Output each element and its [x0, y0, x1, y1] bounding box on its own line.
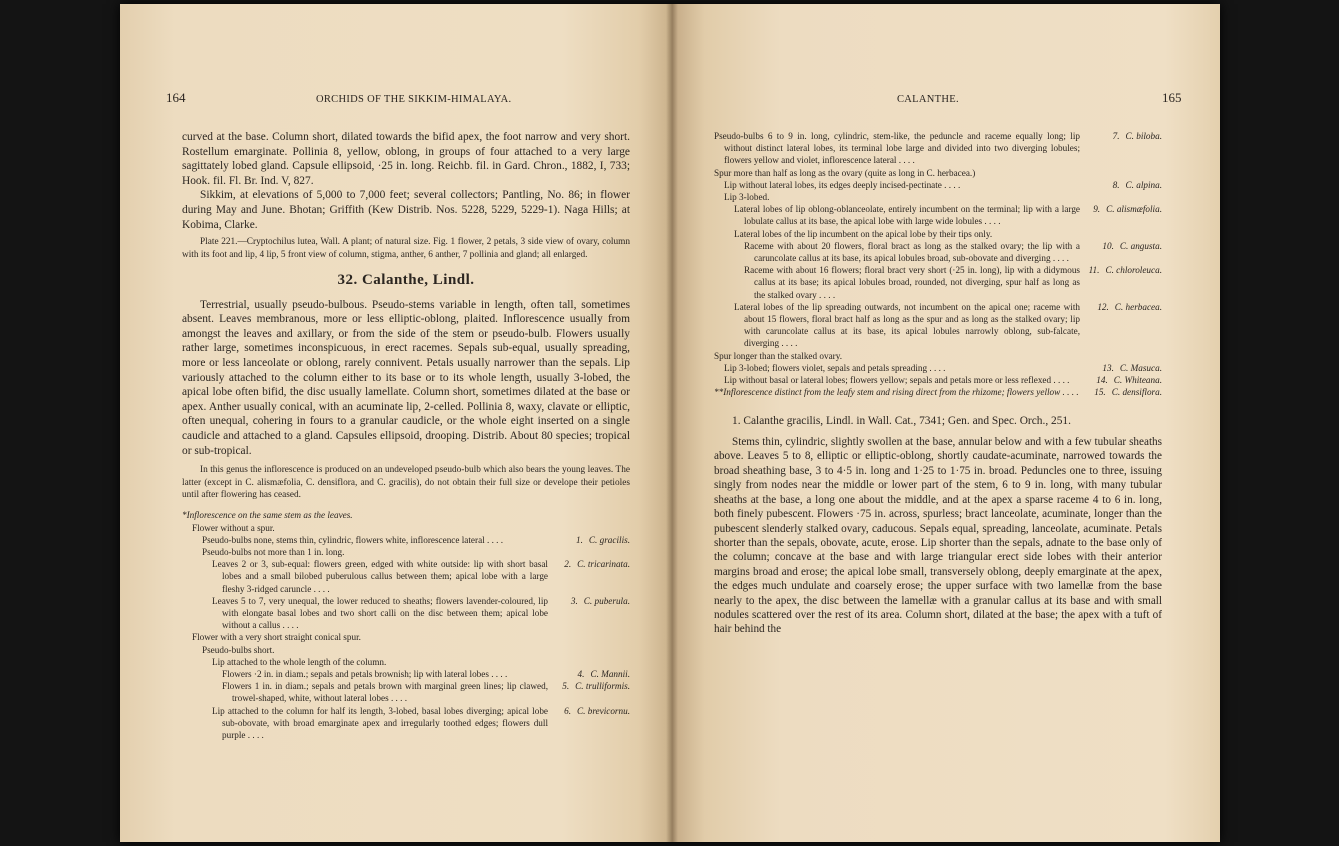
key-text: Leaves 5 to 7, very unequal, the lower reduced to sheaths; flowers lavender-coloured, lip with elongate basal lobes and two short calli on the disc between them; apical lobe without a callus . . . .	[212, 595, 548, 631]
key-number: 8.	[1112, 179, 1120, 190]
key-text: Lip without lateral lobes, its edges deeply incised-pectinate . . . .	[724, 179, 961, 190]
key-text: Flowers ·2 in. in diam.; sepals and petals brownish; lip with lateral lobes . . . .	[222, 668, 508, 679]
key-text: Lateral lobes of the lip spreading outwards, not incumbent on the apical one; raceme with about 15 flowers, floral bract half as long as the spur and as long as the stalked ovary; lip with caruncolate callus at its base, its apical lobules narrowly oblong, sub-falcate, diverging . . . .	[734, 301, 1080, 349]
key-species	[1112, 130, 1162, 142]
key-text: Pseudo-bulbs short.	[202, 644, 275, 655]
key-line	[182, 522, 630, 534]
key-number: 13.	[1102, 362, 1114, 373]
genus-description: Terrestrial, usually pseudo-bulbous. Pseudo-stems variable in length, often tall, sometimes absent. Leaves membranous, more or less elliptic-oblong, plaited. Inflorescence usually from amongst the leaves and axillary, or from the side of the stem or pseudo-bulb. Flowers usually rather large, sometimes inconspicuous, in erect racemes. Sepals sub-equal, usually spreading, more or less lanceolate or oblong, rarely connivent. Petals usually narrower than the sepals. Lip variously attached to the column either to its base or to its whole length, usually 3-lobed, the apical lobe often bifid, the disc usually lamellate. Column short, sometimes dilated at the base or apex. Anther usually conical, with an acuminate lip, 2-celled. Pollinia 8, waxy, clavate or elliptic, often unequal, cohering in fours to a granular caudicle, or the whole eight inserted on a single caudicle and attached to a gland. Capsules ellipsoid, drooping. Distrib. About 80 species; tropical or sub-tropical.	[182, 298, 630, 457]
paragraph: curved at the base. Column short, dilated towards the bifid apex, the foot narrow and very short. Rostellum emarginate. Pollinia 8, yellow, oblong, in groups of four attached to a very large sagittately lobed gland. Capsule ellipsoid, ·25 in. long. Reichb. fil. in Gard. Chron., 1882, I, 733; Hook. fil. Fl. Br. Ind. V, 827.	[182, 131, 630, 187]
key-species-name: C. trulliformis.	[575, 681, 630, 692]
species-key	[182, 509, 630, 741]
key-line	[714, 240, 1162, 264]
page-number: 165	[1162, 90, 1182, 105]
key-text: Raceme with about 20 flowers, floral bract as long as the stalked ovary; the lip with a caruncolate callus at its base, its apical lobules broad, sub-obovate and diverging . . . .	[744, 240, 1080, 264]
key-line	[182, 668, 630, 680]
key-text: Raceme with about 16 flowers; floral bract very short (·25 in. long), lip with a didymous callus at its base; its apical lobules broad, rounded, not diverging, spur half as long as the stalked ovary . . . .	[744, 265, 1080, 300]
genus-heading: 32. Calanthe, Lindl.	[337, 271, 475, 288]
key-text: Flowers 1 in. in diam.; sepals and petals brown with marginal green lines; lip clawed, trowel-shaped, white, without lateral lobes . . . .	[222, 681, 548, 704]
key-text: Flower without a spur.	[192, 522, 275, 533]
key-species-name: C. puberula.	[583, 595, 630, 606]
key-number: 10.	[1102, 240, 1114, 251]
key-species	[564, 558, 630, 570]
key-species-name: C. alismæfolia.	[1106, 204, 1162, 215]
key-number: 5.	[562, 681, 570, 692]
key-species	[1093, 203, 1162, 215]
key-number: 6.	[564, 705, 571, 716]
key-species-name: C. brevicornu.	[577, 705, 630, 716]
key-text: *Inflorescence on the same stem as the leaves.	[182, 510, 353, 521]
key-species-name: C. tricarinata.	[577, 559, 630, 570]
key-line	[714, 362, 1162, 374]
genus-note: In this genus the inflorescence is produced on an undeveloped pseudo-bulb which also bears the young leaves. The latter (except in C. alismæfolia, C. densiflora, and C. gracilis), do not obtain their full size or develope their petioles until after flowering has ceased.	[182, 465, 630, 500]
key-line	[714, 301, 1162, 350]
key-text: Lateral lobes of lip oblong-oblanceolate, entirely incumbent on the terminal; lip with a large lobulate callus at its base, the apical lobe with large wide lobules . . . .	[734, 204, 1080, 227]
key-number: 11.	[1088, 265, 1100, 276]
key-line	[182, 509, 630, 521]
key-line	[714, 167, 1162, 179]
key-species-name: C. Whiteana.	[1113, 375, 1162, 386]
key-species	[1096, 374, 1162, 386]
key-text: Lip 3-lobed; flowers violet, sepals and petals spreading . . . .	[724, 362, 946, 373]
key-species	[1088, 264, 1162, 276]
key-line	[714, 228, 1162, 240]
key-species	[564, 705, 630, 717]
key-text: Lip 3-lobed.	[724, 192, 770, 203]
key-text: Pseudo-bulbs none, stems thin, cylindric, flowers white, inflorescence lateral . . . .	[202, 534, 504, 545]
key-text: Lip without basal or lateral lobes; flowers yellow; sepals and petals more or less reflexed . . . .	[724, 375, 1070, 386]
key-species	[576, 534, 630, 546]
page-number: 164	[166, 90, 186, 105]
key-species	[1097, 301, 1162, 313]
right-page	[672, 4, 1220, 842]
plate-caption: Plate 221.—Cryptochilus lutea, Wall. A plant; of natural size. Fig. 1 flower, 2 petals, 3 side view of ovary, column with its foot and lip, 4 lip, 5 front view of column, stigma, anther, 6 anther, 7 pollinia and gland; all enlarged.	[182, 237, 630, 260]
key-text: Leaves 2 or 3, sub-equal: flowers green, edged with white outside: lip with short basal lobes and a small bilobed puberulous callus between them; apical lobe with a large fleshy 3-ridged caruncle . . . .	[212, 559, 548, 594]
key-line	[714, 179, 1162, 191]
key-line	[182, 631, 630, 643]
key-species	[577, 668, 630, 680]
paragraph: Sikkim, at elevations of 5,000 to 7,000 feet; several collectors; Pantling, No. 86; in flower during May and June. Bhotan; Griffith (Kew Distrib. Nos. 5228, 5229, 5229-1). Naga Hills; at Kobima, Clarke.	[182, 189, 630, 231]
key-line	[714, 386, 1162, 398]
key-text: Lip attached to the column for half its length, 3-lobed, basal lobes diverging; apical lobe sub-obovate, with broad emarginate apex and irregularly toothed edges; flowers dull purple . . . .	[212, 705, 548, 740]
key-species-name: C. herbacea.	[1114, 301, 1162, 312]
right-text-column	[714, 130, 1162, 637]
running-head: CALANTHE.	[897, 94, 959, 105]
key-line	[714, 264, 1162, 301]
key-species-name: C. Mannii.	[590, 668, 630, 679]
key-text: Lateral lobes of the lip incumbent on the apical lobe by their tips only.	[734, 228, 993, 239]
key-number: 15.	[1094, 387, 1106, 398]
key-species-name: C. biloba.	[1125, 131, 1162, 141]
key-line	[182, 680, 630, 704]
species-description: Stems thin, cylindric, slightly swollen at the base, annular below and with a few tubular sheaths above. Leaves 5 to 8, elliptic or elliptic-oblong, shortly caudate-acuminate, narrowed towards the broad sheathing base, 3 to 4·5 in. long and 1·25 to 1·75 in. broad. Peduncles one to three, issuing singly from nodes near the middle or lower part of the stem, 6 to 9 in. long, with many tubular sheaths at the base, a long one about the middle, and at the apex a sparse raceme 4 to 6 in. long, both finely pubescent. Flowers ·75 in. across, spurless; bract lanceolate, acuminate, longer than the pubescent slenderly stalked ovary, caducous. Sepals equal, spreading, lanceolate, acuminate. Petals shorter than the sepals, obovate, acute, erose. Lip shorter than the sepals, adnate to the base only of the column; concave at the base and with large triangular erect side lobes with their anterior margins broad and erose; the apical lobe small, transversely oblong, deeply emarginate at the apex, the edges much undulate and coarsely erose; the upper surface with two lamellæ from the base nearly to the apex, the disc between the lamellæ with a granular callus at its base and with small nodules scattered over the rest of its area. Column short, dilated at the base; the apex with a tuft of hair behind the	[714, 436, 1162, 636]
key-line	[714, 350, 1162, 362]
key-number: 14.	[1096, 375, 1108, 386]
key-species	[570, 595, 630, 607]
key-line	[182, 644, 630, 656]
key-species	[1102, 362, 1162, 374]
book-spread	[120, 4, 1220, 842]
key-text: Pseudo-bulbs 6 to 9 in. long, cylindric, stem-like, the peduncle and raceme equally long; lip without distinct lateral lobes, its terminal lobe large and divided into two diverging lobules; flowers yellow and violet, inflorescence lateral . . . .	[714, 131, 1080, 166]
key-number: 9.	[1093, 204, 1101, 215]
key-species	[1102, 240, 1162, 252]
key-line	[182, 546, 630, 558]
key-species-name: C. gracilis.	[588, 534, 630, 545]
key-line	[714, 374, 1162, 386]
key-species-name: C. chloroleuca.	[1105, 265, 1162, 276]
key-species-name: C. alpina.	[1125, 179, 1162, 190]
key-line	[182, 595, 630, 632]
key-species	[1094, 386, 1162, 398]
gutter	[666, 4, 678, 842]
key-species-name: C. Masuca.	[1119, 362, 1162, 373]
key-number: 3.	[570, 595, 578, 606]
key-text: Flower with a very short straight conical spur.	[192, 632, 361, 643]
key-text: **Inflorescence distinct from the leafy stem and rising direct from the rhizome; flowers yellow . . . .	[714, 387, 1079, 398]
key-species-name: C. angusta.	[1119, 240, 1162, 251]
key-line	[714, 191, 1162, 203]
key-species-name: C. densiflora.	[1111, 387, 1162, 398]
key-text: Spur longer than the stalked ovary.	[714, 350, 842, 361]
key-number: 7.	[1112, 131, 1120, 141]
key-line	[182, 705, 630, 742]
key-species	[562, 680, 630, 692]
key-number: 1.	[576, 534, 583, 545]
key-number: 4.	[577, 668, 585, 679]
key-number: 2.	[564, 559, 572, 570]
key-line	[182, 558, 630, 595]
key-text: Pseudo-bulbs not more than 1 in. long.	[202, 546, 345, 557]
left-page	[120, 4, 672, 842]
key-line	[182, 534, 630, 546]
key-line	[182, 656, 630, 668]
key-text: Spur more than half as long as the ovary (quite as long in C. herbacea.)	[714, 167, 976, 178]
key-line	[714, 130, 1162, 167]
species-heading: 1. Calanthe gracilis, Lindl. in Wall. Cat., 7341; Gen. and Spec. Orch., 251.	[732, 415, 1071, 428]
species-key	[714, 130, 1162, 398]
running-head: ORCHIDS OF THE SIKKIM-HIMALAYA.	[316, 94, 512, 105]
key-line	[714, 203, 1162, 227]
left-text-column	[182, 130, 630, 741]
key-text: Lip attached to the whole length of the column.	[212, 656, 387, 667]
key-species	[1112, 179, 1162, 191]
key-number: 12.	[1097, 301, 1109, 312]
